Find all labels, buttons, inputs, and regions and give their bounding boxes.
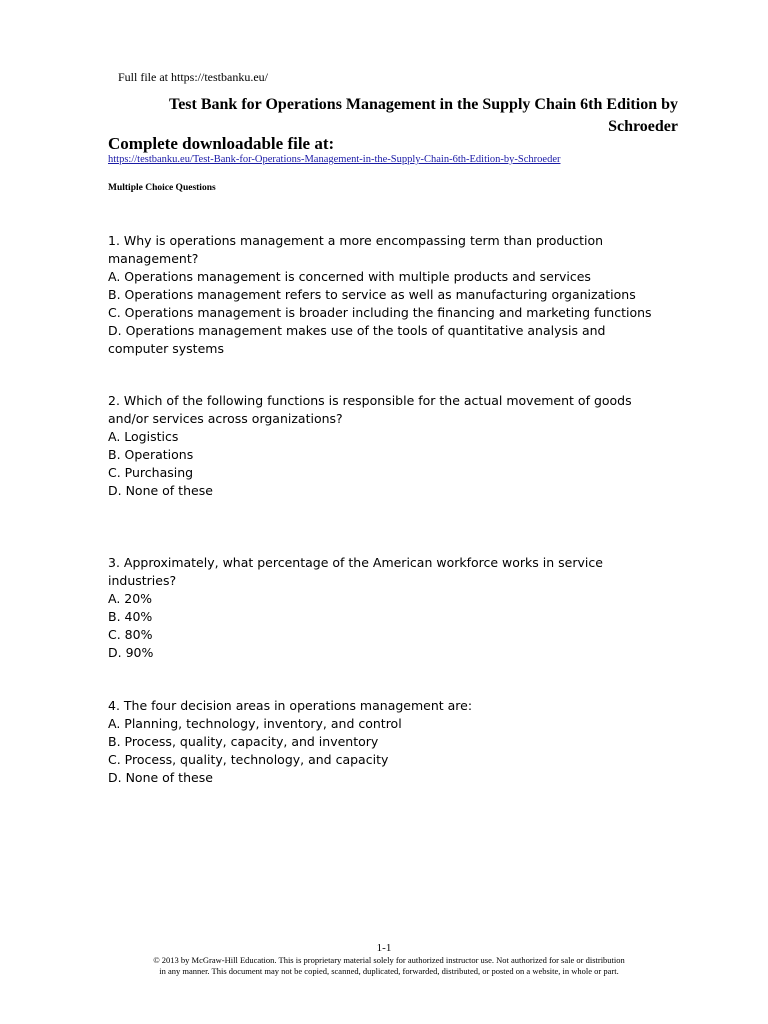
question-3 xyxy=(108,554,668,662)
answer-option-c: C. 80% xyxy=(108,627,153,642)
copyright-line-1: © 2013 by McGraw-Hill Education. This is proprietary material solely for authorized instructor use. Not authorized for sale or distribution xyxy=(153,955,625,965)
section-heading: Multiple Choice Questions xyxy=(108,183,216,193)
answer-option-a: A. 20% xyxy=(108,591,153,606)
answer-option-c: C. Process, quality, technology, and capacity xyxy=(108,752,389,767)
answer-option-b: B. Operations xyxy=(108,447,194,462)
answer-option-b: B. 40% xyxy=(108,609,153,624)
page-number: 1-1 xyxy=(376,942,392,954)
question-2 xyxy=(108,392,668,500)
answer-option-c: C. Operations management is broader including the financing and marketing functions xyxy=(108,305,652,320)
copyright-line-2: in any manner. This document may not be copied, scanned, duplicated, forwarded, distributed, or posted on a website, in whole or part. xyxy=(159,966,619,976)
full-file-note: Full file at https://testbanku.eu/ xyxy=(118,70,268,84)
answer-option-c: C. Purchasing xyxy=(108,465,194,480)
answer-option-d: D. Operations management makes use of the tools of quantitative analysis and computer systems xyxy=(108,323,606,356)
answer-option-a: A. Planning, technology, inventory, and control xyxy=(108,716,402,731)
answer-option-a: A. Operations management is concerned with multiple products and services xyxy=(108,269,591,284)
question-1 xyxy=(108,232,668,358)
answer-option-b: B. Operations management refers to service as well as manufacturing organizations xyxy=(108,287,636,302)
question-prompt: 2. Which of the following functions is responsible for the actual movement of goods and/or services across organizations? xyxy=(108,393,632,426)
answer-option-d: D. None of these xyxy=(108,483,213,498)
question-prompt: 3. Approximately, what percentage of the American workforce works in service industries? xyxy=(108,555,603,588)
copyright-notice xyxy=(100,955,678,977)
download-heading: Complete downloadable file at: xyxy=(108,134,335,153)
download-link[interactable]: https://testbanku.eu/Test-Bank-for-Operations-Management-in-the-Supply-Chain-6th-Edition-by-Schroeder xyxy=(108,154,561,165)
question-prompt: 1. Why is operations management a more encompassing term than production management? xyxy=(108,233,604,266)
question-prompt: 4. The four decision areas in operations management are: xyxy=(108,698,473,713)
document-title: Test Bank for Operations Management in the Supply Chain 6th Edition by Schroeder xyxy=(169,96,678,135)
answer-option-a: A. Logistics xyxy=(108,429,179,444)
question-4 xyxy=(108,697,668,787)
answer-option-b: B. Process, quality, capacity, and inventory xyxy=(108,734,379,749)
answer-option-d: D. 90% xyxy=(108,645,154,660)
answer-option-d: D. None of these xyxy=(108,770,213,785)
